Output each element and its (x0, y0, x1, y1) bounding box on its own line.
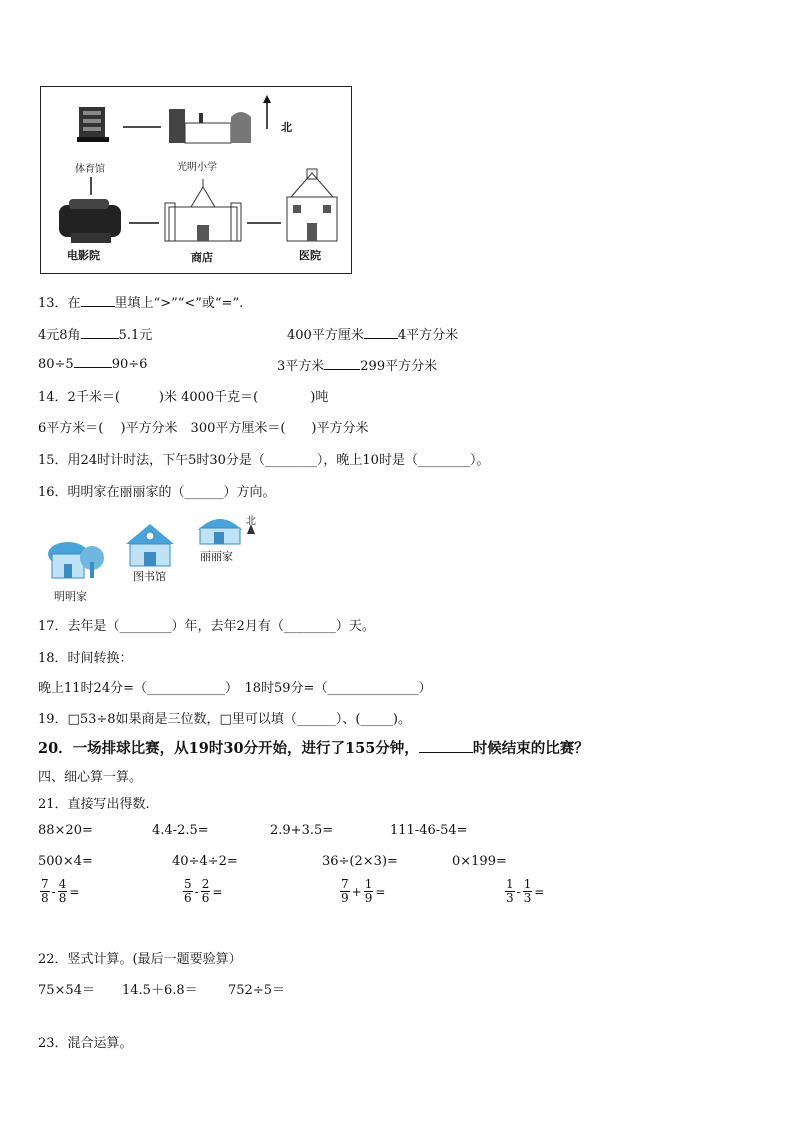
q21-frac-expr-2 (183, 878, 222, 905)
q13-b-left: 400平方厘米 (287, 328, 364, 343)
fraction (340, 878, 350, 905)
q21-frac-expr-1 (40, 878, 79, 905)
q21-r1c4: 111-46-54= (390, 823, 468, 838)
q23-title: 23．混合运算。 (38, 1036, 133, 1051)
q21-r2c1: 500×4= (38, 854, 93, 869)
q14-line2: 6平方米＝( )平方分米 300平方厘米＝( )平方分米 (38, 421, 369, 436)
equals: = (69, 884, 80, 899)
q13-item-d (277, 355, 437, 374)
denominator: 8 (58, 891, 67, 905)
map-label-gym: 体育馆 (75, 164, 105, 175)
map-label-north: 北 (281, 121, 292, 134)
fraction (505, 878, 515, 905)
q13-c-left: 80÷5 (38, 357, 74, 372)
q22-item-3: 752÷5＝ (228, 983, 285, 998)
q22-title: 22．竖式计算。(最后一题要验算） (38, 952, 242, 967)
operator: - (51, 884, 56, 899)
fraction (201, 878, 211, 905)
q13-a-right: 5.1元 (118, 328, 153, 343)
map-label-hospital: 医院 (299, 249, 321, 262)
denominator: 6 (184, 891, 192, 905)
q21-title: 21．直接写出得数. (38, 797, 150, 812)
equals: = (375, 884, 386, 899)
q17-text: 17．去年是（________）年，去年2月有（________）天。 (38, 619, 375, 634)
q20-blank[interactable] (419, 740, 473, 753)
section4-title: 四、细心算一算。 (38, 770, 143, 785)
operator: + (351, 884, 362, 899)
fraction (364, 878, 374, 905)
q21-r2c4: 0×199= (452, 854, 507, 869)
map-label-school: 光明小学 (177, 162, 217, 173)
q21-r2c2: 40÷4÷2= (172, 854, 238, 869)
q21-r2c3: 36÷(2×3)= (322, 854, 398, 869)
q14-line1: 14．2千米＝( )米 4000千克＝( )吨 (38, 390, 329, 405)
operator: - (194, 884, 199, 899)
fraction (523, 878, 533, 905)
equals: = (212, 884, 223, 899)
q13-c-right: 90÷6 (111, 357, 148, 372)
house-ming-icon (48, 542, 104, 578)
numerator: 2 (201, 877, 210, 891)
q13-d-left: 3平方米 (277, 359, 325, 374)
library-icon (126, 524, 174, 566)
denominator: 9 (341, 891, 349, 905)
q13-b-blank[interactable] (364, 326, 398, 339)
q18-line: 晚上11时24分=（____________） 18时59分=（______________） (38, 681, 432, 696)
q19-text: 19．□53÷8如果商是三位数，□里可以填（______）、(_____)。 (38, 712, 411, 727)
denominator: 3 (506, 891, 514, 905)
q22-item-2: 14.5＋6.8＝ (122, 983, 198, 998)
q13-d-right: 299平方分米 (360, 359, 438, 374)
q15-text: 15．用24时计时法，下午5时30分是（________），晚上10时是（________）。 (38, 453, 490, 468)
q20-pre: 20．一场排球比赛，从19时30分开始，进行了155分钟， (38, 740, 419, 757)
school-icon (169, 109, 251, 143)
fraction (58, 878, 68, 905)
denominator: 6 (201, 891, 210, 905)
equals: = (534, 884, 545, 899)
gym-icon (77, 107, 109, 142)
q13-item-a (38, 324, 152, 343)
q13-b-right: 4平方分米 (397, 328, 459, 343)
denominator: 3 (523, 891, 532, 905)
q13-a-blank[interactable] (81, 326, 119, 339)
q13-prompt-pre: 13．在 (38, 296, 81, 311)
q13-item-b (287, 324, 458, 343)
q21-r1c2: 4.4-2.5= (152, 823, 209, 838)
q13-item-c (38, 355, 147, 372)
q13-a-left: 4元8角 (38, 328, 81, 343)
q21-frac-expr-4 (505, 878, 544, 905)
q13-prompt (38, 292, 243, 311)
operator: - (516, 884, 521, 899)
q16-label-li: 丽丽家 (200, 550, 233, 563)
numerator: 1 (364, 877, 373, 891)
numerator: 7 (41, 877, 49, 891)
q21-r1c3: 2.9+3.5= (270, 823, 334, 838)
q13-blank[interactable] (81, 294, 115, 307)
fraction (183, 878, 193, 905)
q21-r1c1: 88×20= (38, 823, 93, 838)
q20-text (38, 737, 589, 758)
fraction (40, 878, 50, 905)
q13-d-blank[interactable] (324, 357, 360, 370)
numerator: 1 (506, 877, 514, 891)
q20-post: 时候结束的比赛？ (472, 740, 589, 757)
map-figure (40, 86, 352, 274)
numerator: 7 (341, 877, 349, 891)
map-label-cinema: 电影院 (67, 249, 100, 262)
north-arrow-icon (263, 95, 271, 129)
q16-label-library: 图书馆 (133, 570, 166, 583)
q16-label-ming: 明明家 (54, 590, 87, 603)
q21-frac-expr-3 (340, 878, 385, 905)
shop-icon (165, 179, 241, 241)
map-label-shop: 商店 (191, 251, 213, 264)
q16-label-north: 北 (246, 516, 256, 527)
house-li-icon (198, 519, 242, 544)
denominator: 9 (364, 891, 373, 905)
numerator: 4 (58, 877, 67, 891)
numerator: 5 (184, 877, 192, 891)
cinema-icon (59, 199, 121, 243)
q22-item-1: 75×54＝ (38, 983, 95, 998)
q18-title: 18．时间转换： (38, 651, 133, 666)
hospital-icon (287, 169, 337, 241)
numerator: 1 (523, 877, 532, 891)
q16-text: 16．明明家在丽丽家的（______）方向。 (38, 485, 276, 500)
q13-prompt-post: 里填上“>”“<”或“=”. (114, 296, 244, 311)
q13-c-blank[interactable] (74, 355, 112, 368)
denominator: 8 (41, 891, 49, 905)
